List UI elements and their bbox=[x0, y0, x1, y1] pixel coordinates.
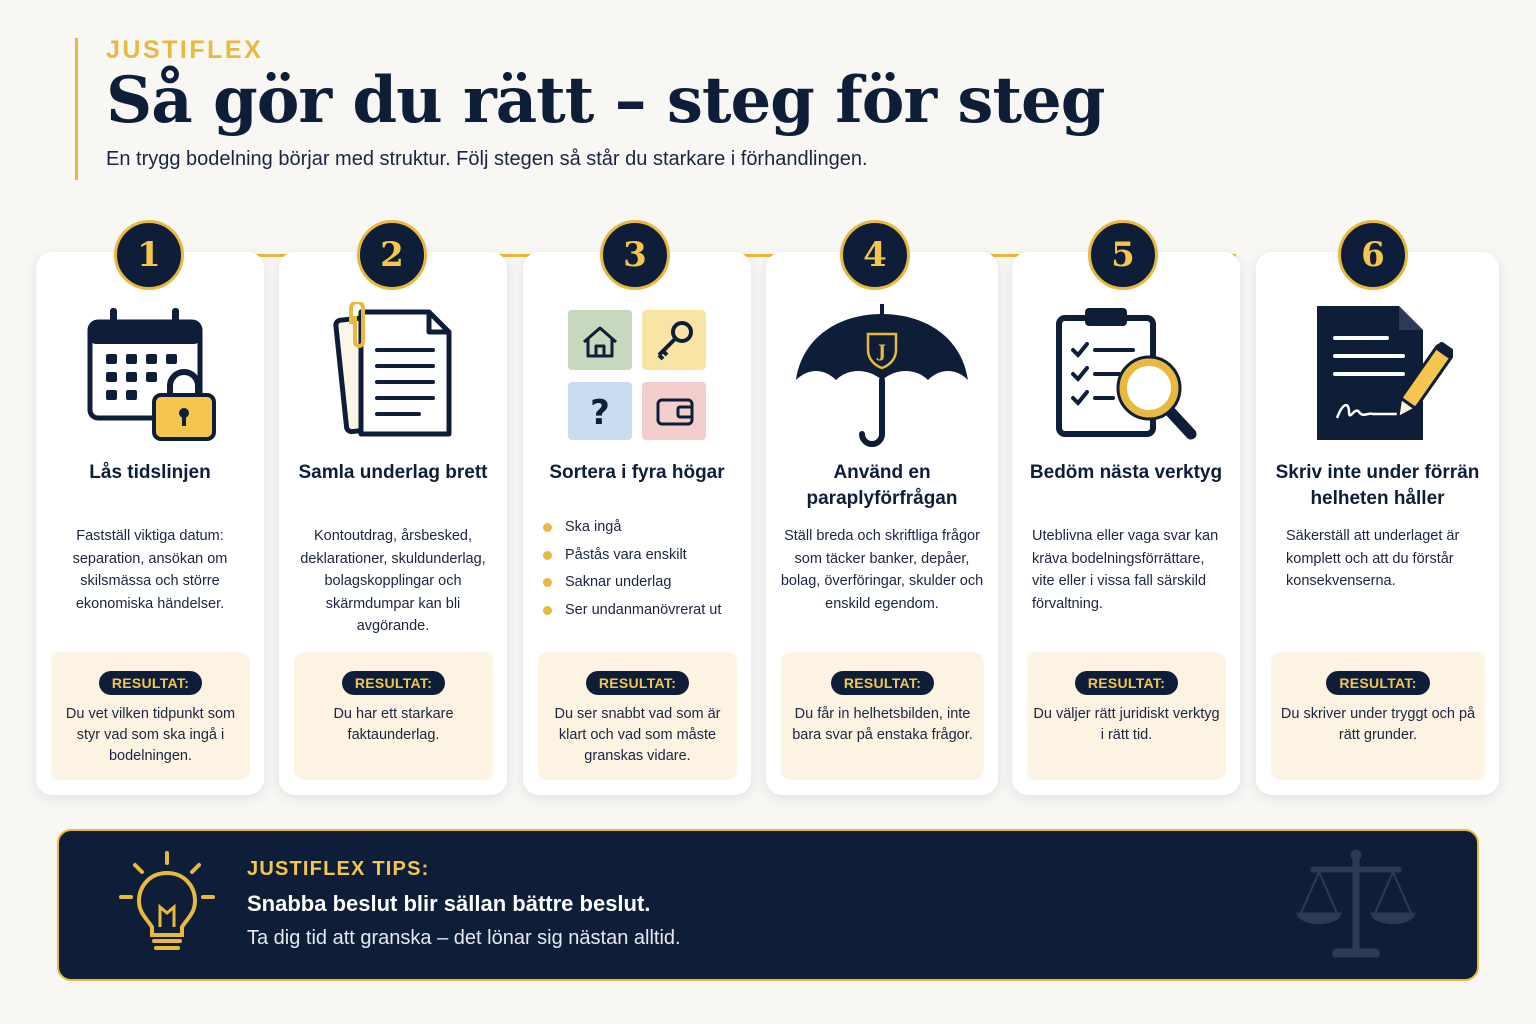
bullet-dot bbox=[543, 551, 552, 560]
clipboard-magnifier-icon bbox=[1012, 302, 1240, 452]
step-number-5: 5 bbox=[1088, 220, 1158, 290]
result-box bbox=[1271, 652, 1485, 780]
step-title: Sortera i fyra högar bbox=[549, 462, 725, 483]
result-text: Du vet vilken tidpunkt som styr vad som ska ingå i bodelningen. bbox=[65, 706, 236, 764]
step-number-4: 4 bbox=[840, 220, 910, 290]
page-subtitle: En trygg bodelning börjar med struktur. Följ stegen så står du starkare i förhandlingen. bbox=[106, 148, 868, 171]
result-box bbox=[51, 652, 250, 780]
bullet-text: Påstås vara enskilt bbox=[565, 546, 687, 563]
bullet-dot bbox=[543, 523, 552, 532]
svg-text:?: ? bbox=[590, 393, 610, 433]
result-badge: RESULTAT: bbox=[342, 671, 445, 695]
step-card-2 bbox=[279, 252, 507, 795]
step-body: Fastställ viktiga datum: separation, ansökan om skilsmässa och större ekonomiska händelser. bbox=[72, 528, 228, 612]
calendar-lock-icon bbox=[36, 302, 264, 452]
svg-text:J: J bbox=[877, 342, 887, 362]
list-item bbox=[543, 569, 745, 597]
bullet-dot bbox=[543, 578, 552, 587]
sign-document-icon bbox=[1256, 302, 1499, 452]
result-badge: RESULTAT: bbox=[99, 671, 202, 695]
step-number-6: 6 bbox=[1338, 220, 1408, 290]
step-number-2: 2 bbox=[357, 220, 427, 290]
brand-label: JUSTIFLEX bbox=[106, 36, 264, 64]
step-card-3 bbox=[523, 252, 751, 795]
result-box bbox=[1027, 652, 1226, 780]
step-number-3: 3 bbox=[600, 220, 670, 290]
result-box bbox=[781, 652, 984, 780]
tips-banner bbox=[57, 829, 1479, 981]
step-card-5 bbox=[1012, 252, 1240, 795]
result-box bbox=[538, 652, 737, 780]
lightbulb-icon bbox=[117, 851, 217, 961]
result-text: Du väljer rätt juridiskt verktyg i rätt tid. bbox=[1033, 706, 1220, 743]
list-item bbox=[543, 514, 745, 542]
step-title: Skriv inte under förrän helheten håller bbox=[1275, 462, 1480, 509]
result-text: Du skriver under tryggt och på rätt grunder. bbox=[1280, 706, 1476, 743]
step-title: Använd en paraplyförfrågan bbox=[806, 462, 958, 509]
step-body: Säkerställ att underlaget är komplett och att du förstår konsekvenserna. bbox=[1286, 528, 1460, 589]
step-body: Kontoutdrag, årsbesked, deklarationer, skuldunderlag, bolagskopplingar och skärmdumpar kan bli avgörande. bbox=[300, 528, 486, 634]
bullet-text: Ser undanmanövrerat ut bbox=[565, 601, 722, 618]
result-badge: RESULTAT: bbox=[1075, 671, 1178, 695]
step-title: Bedöm nästa verktyg bbox=[1029, 462, 1223, 483]
bullet-list bbox=[543, 514, 745, 624]
tips-text: Ta dig tid att granska – det lönar sig nästan alltid. bbox=[247, 927, 681, 949]
header bbox=[75, 38, 1104, 180]
result-text: Du ser snabbt vad som är klart och vad som måste granskas vidare. bbox=[554, 706, 721, 764]
result-badge: RESULTAT: bbox=[586, 671, 689, 695]
four-piles-icon bbox=[523, 302, 751, 452]
step-number-1: 1 bbox=[114, 220, 184, 290]
bullet-text: Ska ingå bbox=[565, 519, 622, 535]
tips-label: JUSTIFLEX TIPS: bbox=[247, 858, 430, 880]
page-title: Så gör du rätt – steg för steg bbox=[106, 63, 1105, 138]
scales-of-justice-icon bbox=[1291, 845, 1421, 970]
result-badge: RESULTAT: bbox=[1326, 671, 1429, 695]
result-box bbox=[294, 652, 493, 780]
step-card-4 bbox=[766, 252, 998, 795]
result-badge: RESULTAT: bbox=[831, 671, 934, 695]
list-item bbox=[543, 542, 745, 570]
step-title: Samla underlag brett bbox=[298, 462, 488, 483]
bullet-dot bbox=[543, 606, 552, 615]
result-text: Du har ett starkare faktaunderlag. bbox=[333, 706, 454, 743]
documents-icon bbox=[279, 302, 507, 452]
step-card-6 bbox=[1256, 252, 1499, 795]
list-item bbox=[543, 597, 745, 625]
umbrella-icon bbox=[766, 302, 998, 452]
step-body: Uteblivna eller vaga svar kan kräva bodelningsförrättare, vite eller i vissa fall särskild förvaltning. bbox=[1032, 528, 1219, 612]
result-text: Du får in helhetsbilden, inte bara svar på enstaka frågor. bbox=[792, 706, 973, 743]
step-body: Ställ breda och skriftliga frågor som täcker banker, depåer, bolag, överföringar, skulder och enskild egendom. bbox=[780, 528, 984, 612]
bullet-text: Saknar underlag bbox=[565, 574, 672, 590]
step-title: Lås tidslinjen bbox=[89, 462, 211, 483]
step-card-1 bbox=[36, 252, 264, 795]
tips-headline: Snabba beslut blir sällan bättre beslut. bbox=[247, 891, 651, 916]
